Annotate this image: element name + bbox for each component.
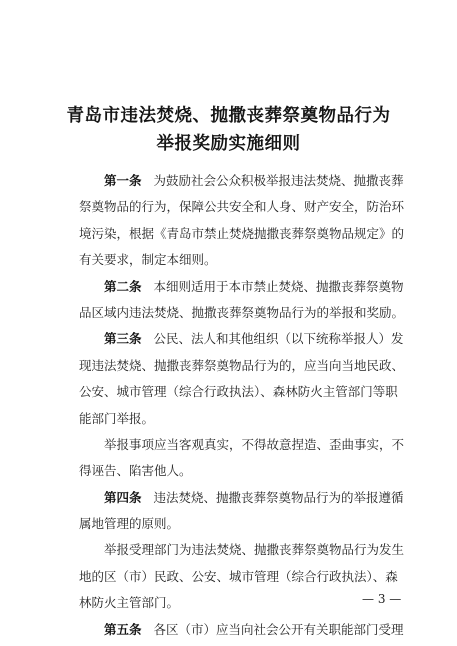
article-4-text: 违法焚烧、抛撒丧葬祭奠物品行为的举报遵循	[153, 489, 404, 505]
article-1-text: 为鼓励社会公众积极举报违法焚烧、抛撒丧葬	[153, 173, 404, 188]
document-body	[79, 168, 405, 643]
article-1-line-3: 境污染，根据《青岛市禁止焚烧抛撒丧葬祭奠物品规定》的	[79, 225, 405, 241]
article-3-line-2: 现违法焚烧、抛撒丧葬祭奠物品行为的，应当向当地民政、	[79, 357, 405, 373]
article-3-para-2-line-2: 得诬告、陷害他人。	[79, 463, 192, 479]
article-4-para-2-line-3: 林防火主管部门。	[79, 595, 180, 611]
article-3-line-3: 公安、城市管理（综合行政执法）、森林防火主管部门等职	[79, 384, 398, 400]
article-2-label: 第二条	[104, 278, 142, 294]
article-2-line-2: 品区域内违法焚烧、抛撒丧葬祭奠物品行为的举报和奖励。	[79, 304, 405, 320]
article-3-first-line	[79, 326, 404, 352]
article-3-text: 公民、法人和其他组织（以下统称举报人）发	[153, 331, 404, 347]
article-2-text: 本细则适用于本市禁止焚烧、抛撒丧葬祭奠物	[153, 278, 404, 294]
article-1-line-4: 有关要求，制定本细则。	[79, 252, 217, 268]
article-4-para-2-line-2: 地的区（市）民政、公安、城市管理（综合行政执法）、森	[79, 568, 398, 584]
article-4-line-2: 属地管理的原则。	[79, 516, 180, 532]
article-1-label: 第一条	[104, 173, 142, 188]
article-1-line-2: 祭奠物品的行为，保障公共安全和人身、财产安全，防治环	[79, 199, 405, 215]
article-2-first-line	[79, 274, 404, 300]
article-3-label: 第三条	[104, 331, 142, 347]
article-4-first-line	[79, 485, 404, 511]
article-1-first-line	[79, 168, 404, 194]
article-4-label: 第四条	[104, 489, 142, 505]
article-5-label: 第五条	[104, 621, 142, 637]
article-5-text: 各区（市）应当向社会公开有关职能部门受理	[153, 621, 404, 637]
article-3-line-4: 能部门举报。	[79, 410, 155, 426]
document-title-line-1: 青岛市违法焚烧、抛撒丧葬祭奠物品行为	[66, 106, 391, 126]
article-5-first-line	[79, 617, 404, 643]
article-3-para-2-line-1: 举报事项应当客观真实，不得故意捏造、歪曲事实，不	[104, 436, 405, 452]
article-4-para-2-line-1: 举报受理部门为违法焚烧、抛撒丧葬祭奠物品行为发生	[104, 542, 405, 558]
document-title-line-2: 举报奖励实施细则	[156, 134, 301, 154]
page-number: — 3 —	[362, 592, 402, 606]
